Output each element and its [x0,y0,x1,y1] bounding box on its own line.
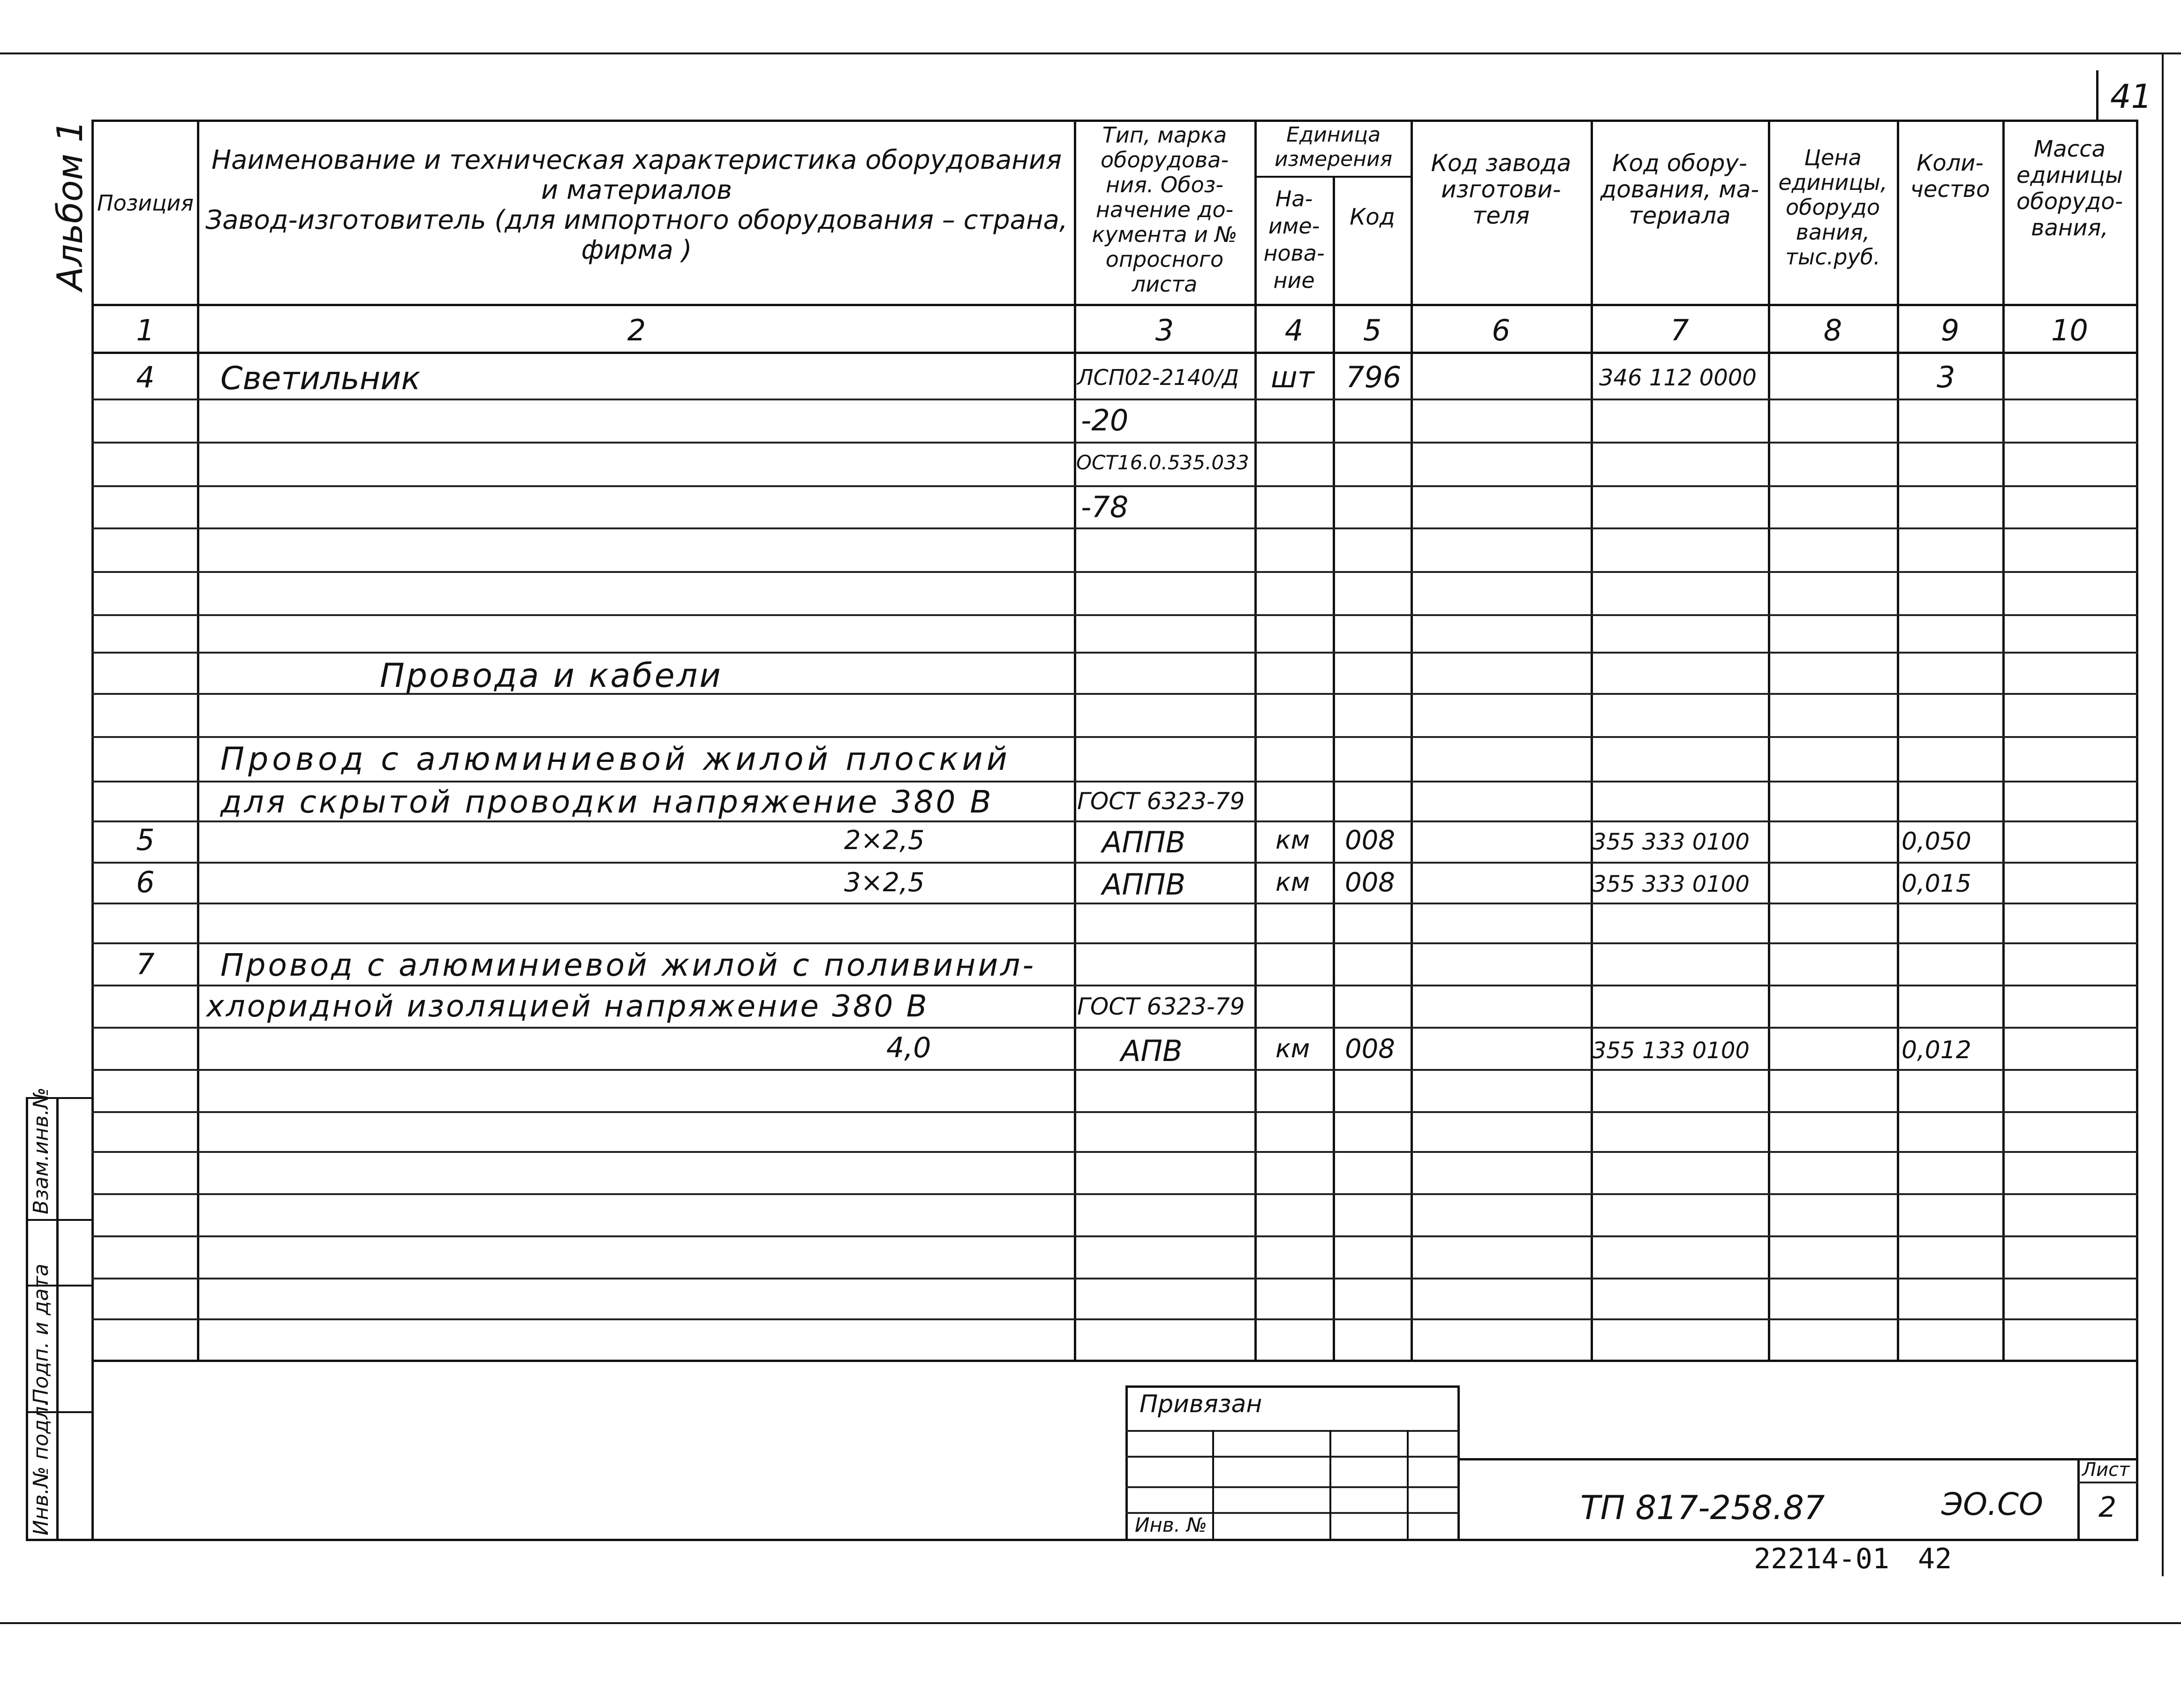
right-edge-line [2162,53,2164,1576]
header-unit-group: Единица измерения [1274,123,1393,171]
side-stamp-sign-date: Подп. и дата [29,1264,53,1404]
colnum-9: 9 [1940,313,1960,347]
row7-position: 6 [136,865,155,899]
col-sep-2 [1074,120,1076,1360]
colnum-10: 10 [2051,313,2088,347]
row-line [91,1111,2138,1113]
row-line [91,1151,2138,1153]
row6-position: 5 [136,823,155,857]
row7-name: 3×2,5 [844,867,925,898]
page-number: 41 [2110,77,2152,116]
row7-quantity: 0,015 [1902,870,1971,898]
row10-type: АПВ [1121,1034,1183,1068]
row-line [91,903,2138,904]
row6-quantity: 0,050 [1902,828,1971,856]
col-sep-7 [1768,120,1770,1360]
row5-name-line2: для скрытой проводки напряжение 380 В [220,784,994,820]
row7-code: 008 [1345,867,1395,898]
table-top-border [91,120,2138,122]
row-line [91,652,2138,654]
header-price: Цена единицы, оборудо вания, тыс.руб. [1778,145,1887,270]
row-line [91,985,2138,986]
tb-col3 [1407,1430,1409,1540]
row3-type: ОСТ16.0.535.033 [1076,451,1249,474]
header-type: Тип, марка оборудова- ния. Обоз- начение до- кумента и № опросного листа [1092,122,1238,297]
header-unit-code: Код [1350,204,1395,230]
row1-material: 346 112 0000 [1599,365,1757,391]
tb-inv-label: Инв. № [1135,1513,1207,1536]
row7-type: АППВ [1102,867,1186,902]
row8-position: 7 [136,947,155,981]
col-sep-3 [1254,120,1257,1360]
table-bottom-border [91,1360,2138,1362]
tb-col2 [1329,1430,1331,1540]
row-line [91,862,2138,864]
row-line [91,614,2138,616]
header-name: Наименование и техническая характеристика оборудования и материалов Завод-изготовитель (для импортного оборудования – страна, фирма ) [205,145,1068,265]
row6-name: 2×2,5 [844,825,925,856]
row10-name: 4,0 [886,1031,931,1064]
col-sep-6 [1591,120,1593,1360]
row-line [91,527,2138,529]
row-line [91,1235,2138,1237]
row1-quantity: 3 [1937,360,1955,394]
row6-code: 008 [1345,825,1395,856]
bottom-edge-line [0,1622,2181,1624]
row2-type: -20 [1081,403,1129,437]
header-bottom-border [91,304,2138,306]
album-label: Альбом 1 [49,120,91,291]
unit-group-divider [1254,176,1411,178]
colnum-2: 2 [627,313,646,347]
row-line [91,781,2138,783]
colnum-1: 1 [136,313,155,347]
header-material-code: Код обору- дования, ма- териала [1600,150,1759,229]
row6-type: АППВ [1102,825,1186,859]
sheet-box-divider [2077,1482,2138,1483]
row7-material: 355 333 0100 [1592,871,1750,897]
row-line [91,571,2138,573]
section-title: Провода и кабели [380,656,723,695]
header-position: Позиция [97,190,194,216]
row7-unit: км [1275,867,1310,897]
colnum-bottom-border [91,352,2138,354]
footer-page: 42 [1918,1542,1952,1575]
row-line [91,399,2138,400]
row10-unit: км [1275,1034,1310,1063]
sheet-box-left [2077,1458,2080,1540]
row-line [91,1069,2138,1071]
row4-type: -78 [1081,490,1129,524]
colnum-4: 4 [1284,313,1304,347]
colnum-7: 7 [1670,313,1689,347]
colnum-6: 6 [1492,313,1510,347]
row6-material: 355 333 0100 [1592,829,1750,855]
row1-code: 796 [1346,360,1402,394]
side-stamp-orig-inv: Инв.№ подл. [29,1400,53,1535]
doc-stamp-top [1457,1458,2138,1460]
row9-type: ГОСТ 6323-79 [1077,993,1245,1020]
footer-code: 22214-01 [1754,1542,1889,1575]
top-edge-line [0,53,2181,54]
row8-name: Провод с алюминиевой жилой с поливинил- [220,947,1036,983]
doc-suffix: ЭО.СО [1941,1486,2044,1522]
tb-top [1125,1385,1458,1388]
row-line [91,736,2138,738]
page-number-box-left [2096,70,2098,122]
side-stamp-left [26,1097,28,1540]
row6-unit: км [1275,825,1310,855]
row5-name-line1: Провод с алюминиевой жилой плоский [220,741,1011,778]
side-stamp-replace-inv: Взам.инв.№ [29,1087,53,1214]
header-unit-name: На- име- нова- ние [1263,186,1325,293]
row-line [91,442,2138,444]
frame-bottom-border [26,1539,2138,1541]
row-line [91,1278,2138,1279]
col-sep-5 [1411,120,1413,1360]
sheet-label: Лист [2082,1459,2130,1481]
row1-position: 4 [136,360,155,394]
row10-code: 008 [1345,1034,1395,1064]
side-stamp-mid [56,1097,59,1540]
row-line [91,1318,2138,1320]
row5-type: ГОСТ 6323-79 [1077,788,1245,815]
tb-col1 [1212,1430,1214,1540]
row-line [91,820,2138,822]
colnum-8: 8 [1823,313,1842,347]
side-stamp-div1 [26,1219,94,1221]
row9-name: хлоридной изоляцией напряжение 380 В [206,989,929,1024]
col-sep-1 [197,120,199,1360]
col-sep-9 [2002,120,2005,1360]
row10-material: 355 133 0100 [1592,1038,1750,1064]
tb-attached-label: Привязан [1140,1390,1262,1418]
table-right-border [2136,120,2138,1540]
colnum-3: 3 [1155,313,1174,347]
row-line [91,485,2138,487]
row-line [91,942,2138,944]
row1-name: Светильник [220,360,421,397]
colnum-5: 5 [1363,313,1382,347]
doc-code: ТП 817-258.87 [1580,1489,1825,1527]
tb-right [1457,1385,1460,1540]
tb-left [1125,1385,1128,1540]
header-factory-code: Код завода изготови- теля [1431,150,1571,229]
row1-unit: шт [1271,360,1314,394]
row1-type: ЛСП02-2140/Д [1077,365,1239,390]
col-sep-4 [1333,176,1335,1360]
row-line [91,1027,2138,1029]
col-sep-8 [1897,120,1899,1360]
row-line [91,1193,2138,1195]
row10-quantity: 0,012 [1902,1036,1971,1064]
sheet-number: 2 [2098,1491,2117,1524]
header-quantity: Коли- чество [1910,150,1990,203]
header-mass: Масса единицы оборудо- вания, [2016,136,2123,241]
